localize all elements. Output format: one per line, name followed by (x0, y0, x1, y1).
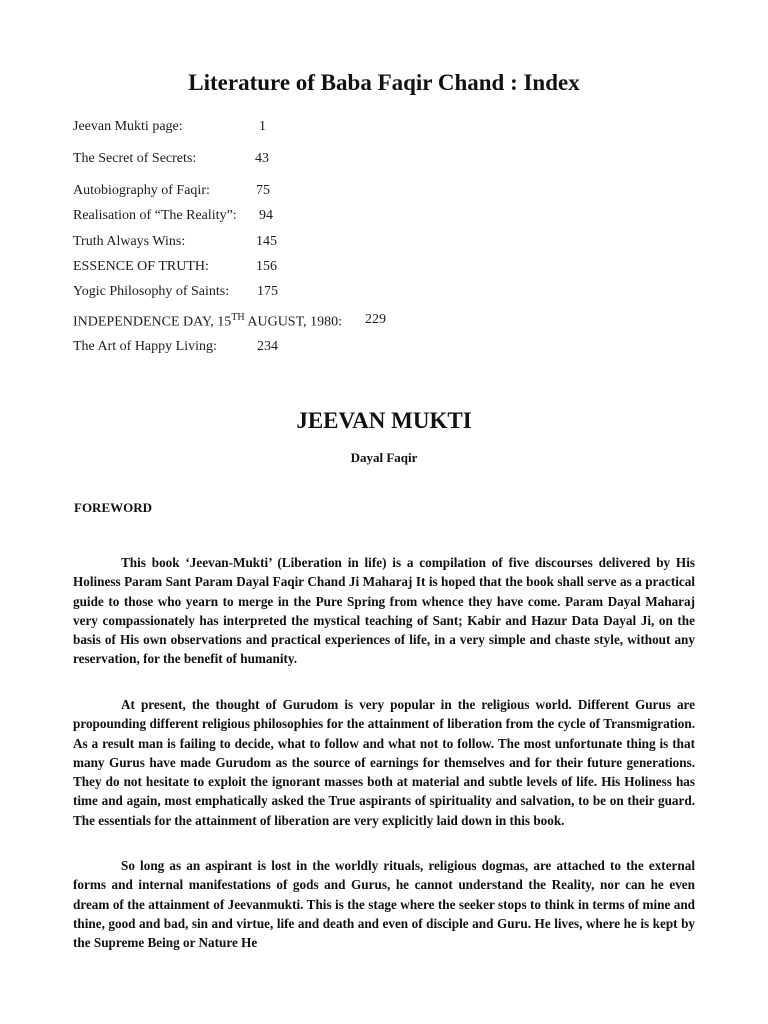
index-entry-label: Truth Always Wins: (73, 234, 186, 249)
index-entry-page: 1 (259, 119, 266, 134)
foreword-heading: FOREWORD (74, 500, 152, 515)
index-entry (73, 339, 278, 355)
index-entry (73, 119, 266, 135)
index-entry-page: 43 (255, 151, 269, 166)
index-entry-label: Jeevan Mukti page: (73, 119, 183, 134)
body-paragraph: This book ‘Jeevan-Mukti’ (Liberation in life) is a compilation of five discourses delivered by His Holiness Param Sant Param Dayal Faqir Chand Ji Maharaj It is hoped that the book shall serve as a practical guide to those who yearn to merge in the Pure Spring from whence they have come. Param Dayal Maharaj very compassionately has interpreted the mystical teaching of Sant; Kabir and Hazur Data Dayal Ji, on the basis of His own observations and practical experiences of life, in a very simple and chaste style, without any reservation, for the benefit of humanity. (73, 555, 695, 667)
index-entry (73, 284, 278, 300)
index-entry-page: 234 (257, 339, 278, 354)
document-title: Literature of Baba Faqir Chand : Index (188, 70, 580, 95)
index-entry-page: 156 (256, 259, 277, 274)
body-paragraph: So long as an aspirant is lost in the worldly rituals, religious dogmas, are attached to the external forms and internal manifestations of gods and Gurus, he cannot understand the Reality, nor can he even dream of the attainment of Jeevanmukti. This is the stage where the seeker stops to think in terms of mine and thine, good and bad, sin and virtue, life and death and even of disciple and Guru. He lives, where he is kept by the Supreme Being or Nature He (73, 858, 695, 951)
index-entry (73, 259, 277, 275)
index-entry-page: 229 (365, 312, 386, 327)
index-entry-label: Yogic Philosophy of Saints: (73, 284, 230, 299)
section-title: JEEVAN MUKTI (296, 408, 472, 433)
index-entry-label: Autobiography of Faqir: (73, 183, 210, 198)
index-entry (73, 312, 386, 331)
index-entry-page: 94 (259, 208, 273, 223)
index-entry-label-start: INDEPENDENCE DAY, 15 (73, 314, 232, 330)
body-paragraph: At present, the thought of Gurudom is very popular in the religious world. Different Gurus are propounding different religious philosophies for the attainment of liberation from the cycle of Transmigration. As a result man is failing to decide, what to follow and what not to follow. The most unfortunate thing is that many Gurus have made Gurudom as the source of earnings for themselves and for their future generations. They do not hesitate to exploit the ignorant masses both at material and subtle levels of life. His Holiness has time and again, most emphatically asked the True aspirants of spirituality and salvation, to be on their guard. The essentials for the attainment of liberation are very explicitly laid down in this book. (73, 697, 695, 828)
index-entry (73, 208, 273, 224)
index-entry-label: Realisation of “The Reality”: (73, 208, 237, 223)
index-entry-label: The Art of Happy Living: (73, 339, 217, 354)
index-entry (73, 234, 277, 250)
index-entry-page: 145 (256, 234, 277, 249)
index-entry-label (73, 312, 342, 331)
author-name: Dayal Faqir (350, 450, 418, 465)
index-entry (73, 183, 270, 199)
index-entry-label: The Secret of Secrets: (73, 151, 197, 166)
index-entry (73, 151, 269, 167)
ordinal-superscript: TH (231, 312, 245, 323)
index-entry-page: 75 (256, 183, 270, 198)
index-entry-label-end: AUGUST, 1980: (244, 314, 342, 330)
index-entry-page: 175 (257, 284, 278, 299)
index-entry-label: ESSENCE OF TRUTH: (73, 259, 209, 274)
